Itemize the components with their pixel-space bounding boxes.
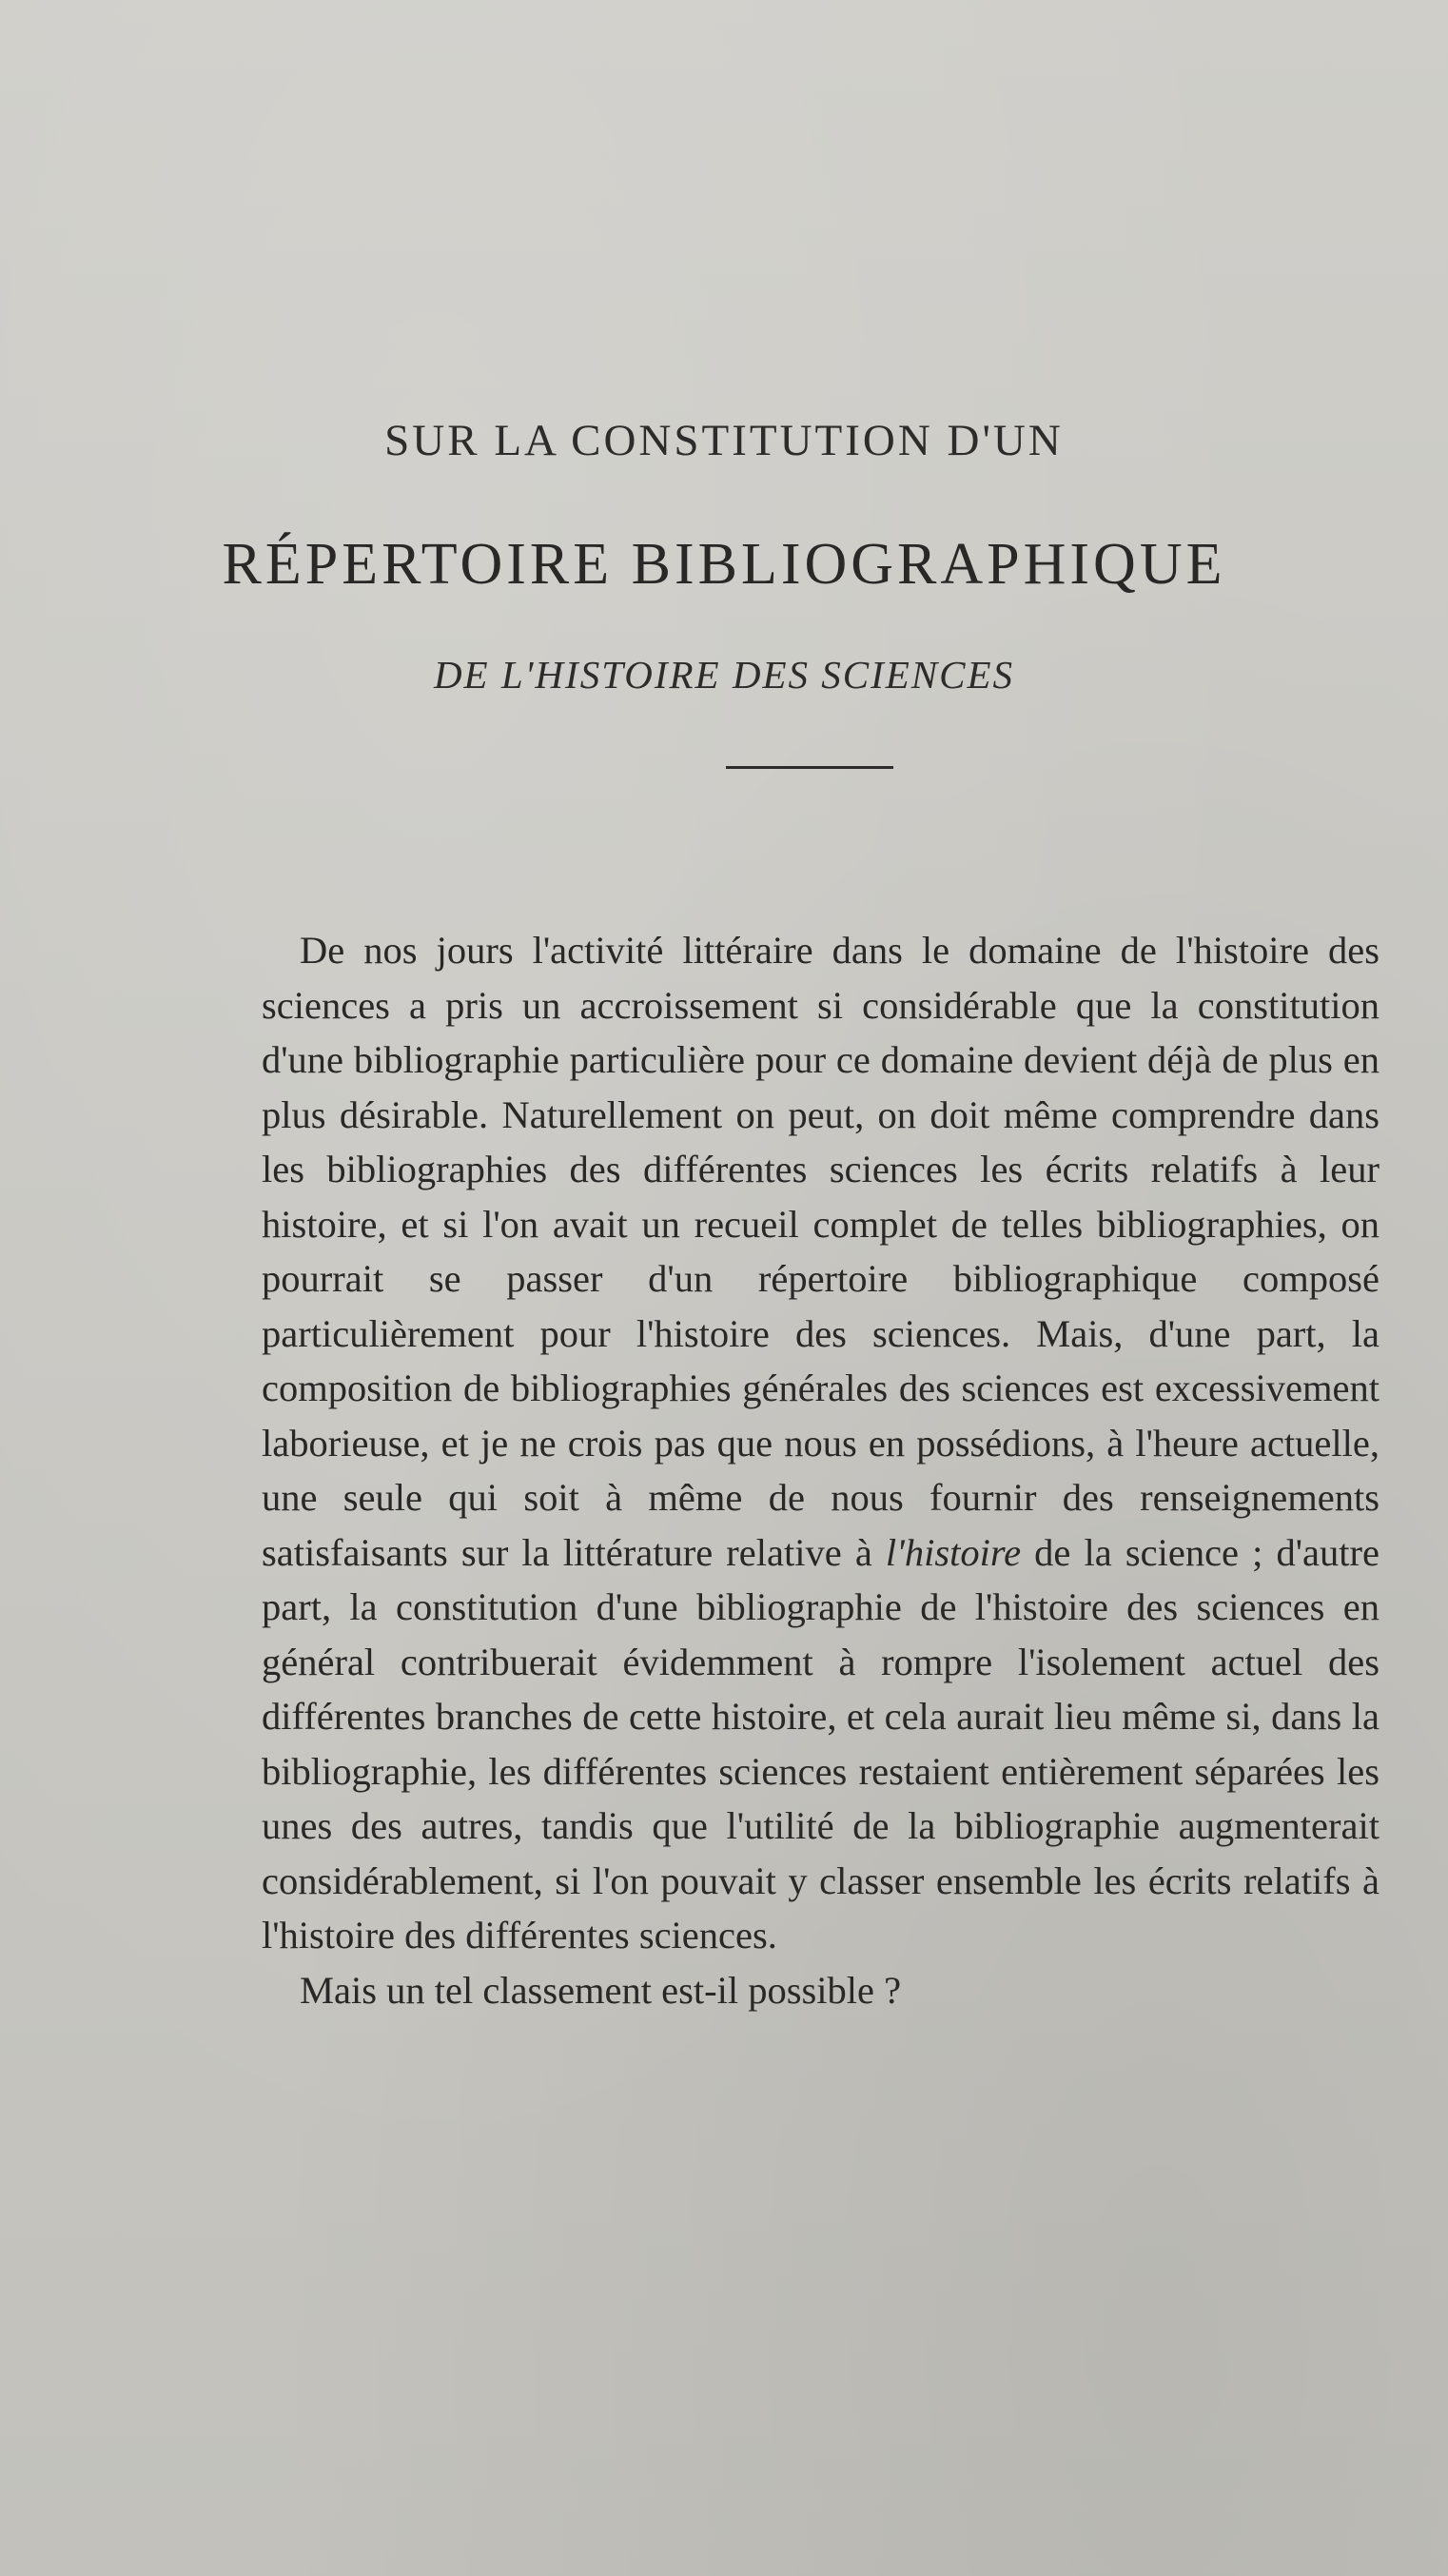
- title-line-2: RÉPERTOIRE BIBLIOGRAPHIQUE: [222, 532, 1226, 597]
- paragraph-2: Mais un tel classement est-il possible ?: [300, 1968, 902, 2012]
- paragraph-1-part-2: de la science ; d'autre part, la constitution d'une bibliographie de l'histoire des sciences en général contribuerait évidemment à rompre l'isolement actuel des différentes branches de cette histoire, et cela aurait lieu même si, dans la bibliographie, les différentes sciences restaient entièrement séparées les unes des autres, tandis que l'utilité de la bibliographie augmenterait considérablement, si l'on pouvait y classer ensemble les écrits relatifs à l'histoire des différentes sciences.: [262, 1530, 1380, 1957]
- paragraph-1: [262, 923, 1380, 1963]
- title-line-1: SUR LA CONSTITUTION D'UN: [384, 416, 1064, 465]
- title-divider: [726, 766, 893, 769]
- body-text: [262, 923, 1380, 2017]
- paragraph-1-emphasis: l'histoire: [885, 1530, 1022, 1574]
- paragraph-1-part-1: De nos jours l'activité littéraire dans le domaine de l'histoire des sciences a pris un accroissement si considérable que la constitution d'une bibliographie particulière pour ce domaine devient déjà de plus en plus désirable. Naturellement on peut, on doit même comprendre dans les bibliographies des différentes sciences les écrits relatifs à leur histoire, et si l'on avait un recueil complet de telles bibliographies, on pourrait se passer d'un répertoire bibliographique composé particulièrement pour l'histoire des sciences. Mais, d'une part, la composition de bibliographies générales des sciences est excessivement laborieuse, et je ne crois pas que nous en possédions, à l'heure actuelle, une seule qui soit à même de nous fournir des renseignements satisfaisants sur la littérature relative à: [262, 929, 1380, 1574]
- subtitle: DE L'HISTOIRE DES SCIENCES: [433, 653, 1015, 697]
